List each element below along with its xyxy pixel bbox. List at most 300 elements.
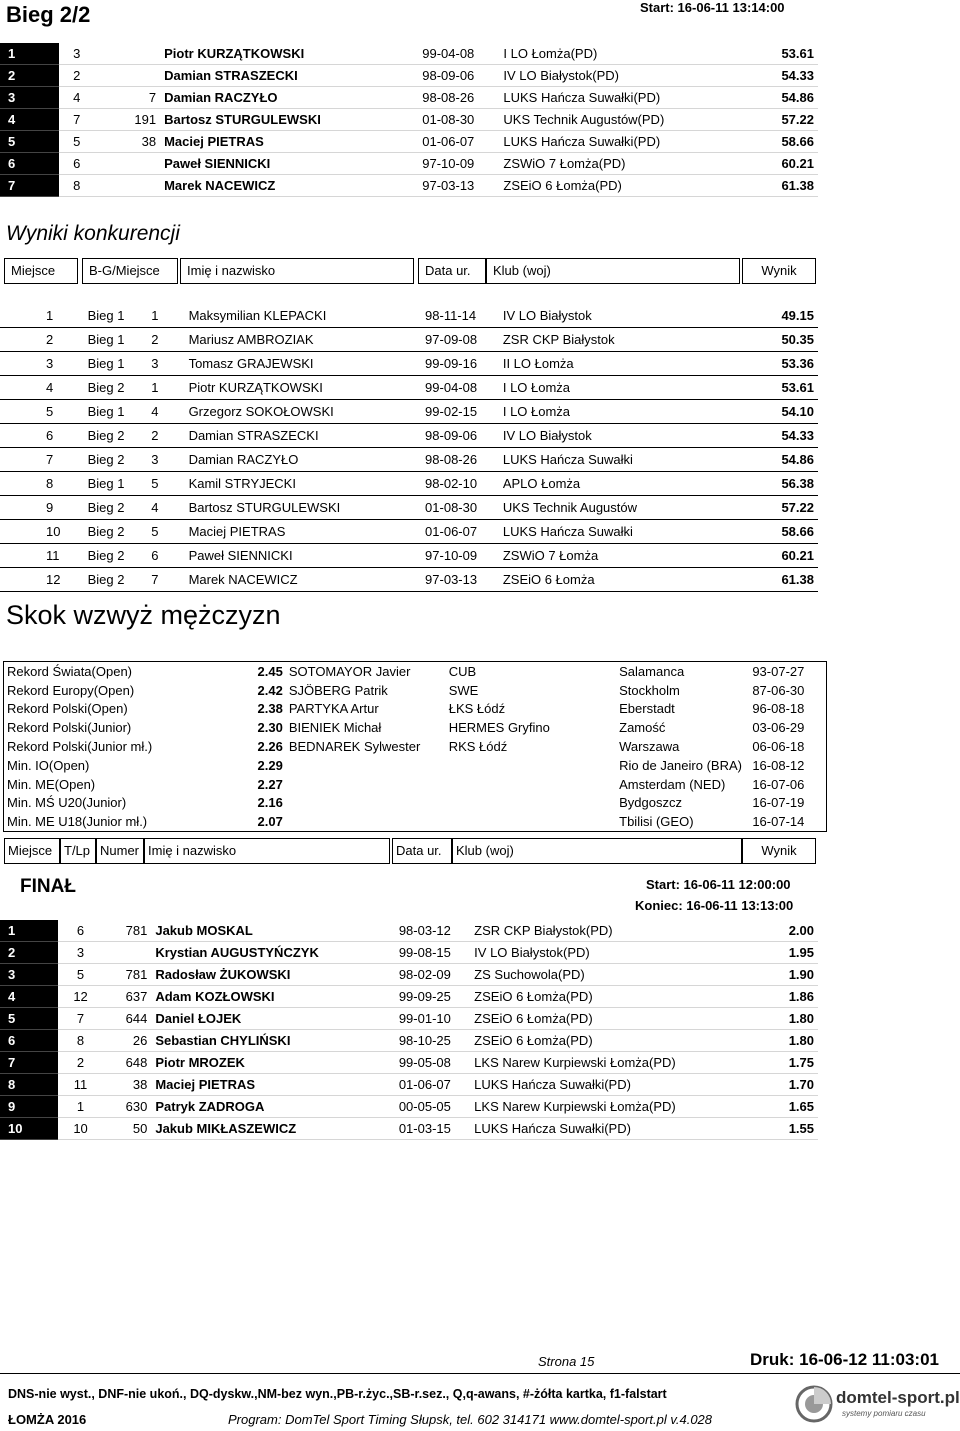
- final-col-header: Data ur.: [392, 838, 452, 864]
- final-col-header: Numer: [96, 838, 144, 864]
- record-holder: [286, 794, 446, 813]
- final-result: 1.65: [755, 1096, 818, 1118]
- footer-legend: DNS-nie wyst., DNF-nie ukoń., DQ-dyskw.,NM-bez wyn.,PB-r.życ.,SB-r.sez., Q,q-awans, #-żółta kartka, f1-falstart: [8, 1387, 667, 1401]
- final-start: Start: 16-06-11 12:00:00: [646, 877, 791, 892]
- konk-heat: Bieg 2: [84, 376, 148, 400]
- final-club: ZSEiO 6 Łomża(PD): [470, 1008, 755, 1030]
- final-place: 3: [0, 964, 58, 986]
- domtel-logo: [790, 1382, 960, 1428]
- record-name: Rekord Polski(Junior): [7, 720, 132, 736]
- konk-result: 60.21: [744, 544, 818, 568]
- konk-birth-date: 98-11-14: [421, 304, 499, 328]
- konk-heat: Bieg 2: [84, 496, 148, 520]
- final-club: LKS Narew Kurpiewski Łomża(PD): [470, 1052, 755, 1074]
- final-col-header: Klub (woj): [452, 838, 742, 864]
- konk-heat: Bieg 2: [84, 544, 148, 568]
- table-row: [0, 328, 818, 352]
- print-date: Druk: 16-06-12 11:03:01: [750, 1350, 940, 1369]
- table-row: [0, 496, 818, 520]
- heat-birth-date: 01-06-07: [398, 131, 499, 153]
- section-title-konkurencja: Wyniki konkurencji: [6, 222, 180, 245]
- konk-club: IV LO Białystok: [499, 304, 744, 328]
- record-holder: PARTYKA Artur: [288, 701, 379, 717]
- heat-start-time: Start: 16-06-11 13:14:00: [640, 0, 785, 15]
- final-birth-date: 99-08-15: [395, 942, 470, 964]
- konk-athlete-name: Damian RACZYŁO: [185, 448, 421, 472]
- konk-place: 2: [0, 328, 84, 352]
- final-birth-date: 98-10-25: [395, 1030, 470, 1052]
- record-club: HERMES Gryfino: [448, 720, 550, 736]
- heat-place: 2: [0, 65, 59, 87]
- record-place: Salamanca: [619, 663, 685, 679]
- record-name: Rekord Polski(Open): [7, 701, 128, 717]
- record-date: 16-07-06: [752, 776, 805, 792]
- heat-club: LUKS Hańcza Suwałki(PD): [499, 87, 756, 109]
- record-value: 2.30: [257, 720, 283, 736]
- record-holder: BEDNAREK Sylwester: [288, 739, 421, 755]
- konkurencja-table: [0, 304, 818, 592]
- final-bib: 38: [103, 1074, 152, 1096]
- record-place: Stockholm: [619, 682, 680, 698]
- konk-birth-date: 98-09-06: [421, 424, 499, 448]
- konk-place: 8: [0, 472, 84, 496]
- konk-athlete-name: Marek NACEWICZ: [185, 568, 421, 592]
- konk-heat-place: 7: [147, 568, 184, 592]
- konk-col-header: Imię i nazwisko: [180, 258, 414, 284]
- final-title: FINAŁ: [20, 876, 76, 897]
- heat-athlete-name: Bartosz STURGULEWSKI: [160, 109, 398, 131]
- konk-heat: Bieg 1: [84, 400, 148, 424]
- final-athlete-name: Adam KOZŁOWSKI: [151, 986, 394, 1008]
- final-end: Koniec: 16-06-11 13:13:00: [635, 898, 794, 913]
- table-row: [0, 544, 818, 568]
- record-row: [4, 812, 827, 831]
- final-athlete-name: Krystian AUGUSTYŃCZYK: [151, 942, 394, 964]
- final-results-table: [0, 920, 818, 1140]
- domtel-logo-icon: [794, 1384, 834, 1424]
- konk-club: II LO Łomża: [499, 352, 744, 376]
- konk-birth-date: 01-08-30: [421, 496, 499, 520]
- heat-bib: 7: [109, 87, 160, 109]
- final-club: LUKS Hańcza Suwałki(PD): [470, 1118, 755, 1140]
- final-col-header: T/Lp: [60, 838, 96, 864]
- final-club: IV LO Białystok(PD): [470, 942, 755, 964]
- final-birth-date: 01-03-15: [395, 1118, 470, 1140]
- final-place: 2: [0, 942, 58, 964]
- table-row: [0, 1008, 818, 1030]
- final-club: LUKS Hańcza Suwałki(PD): [470, 1074, 755, 1096]
- konk-heat-place: 3: [147, 448, 184, 472]
- heat-lane: 4: [59, 87, 109, 109]
- konk-place: 12: [0, 568, 84, 592]
- table-row: [0, 175, 818, 197]
- record-name: Min. ME(Open): [7, 776, 96, 792]
- record-value: 2.38: [257, 701, 283, 717]
- record-value: 2.29: [257, 757, 283, 773]
- final-athlete-name: Daniel ŁOJEK: [151, 1008, 394, 1030]
- konk-club: ZSWiO 7 Łomża: [499, 544, 744, 568]
- record-club: [446, 794, 616, 813]
- record-holder: [286, 812, 446, 831]
- konk-club: LUKS Hańcza Suwałki: [499, 448, 744, 472]
- heat-place: 4: [0, 109, 59, 131]
- record-holder: [286, 756, 446, 775]
- konk-place: 1: [0, 304, 84, 328]
- konk-heat: Bieg 2: [84, 568, 148, 592]
- final-place: 7: [0, 1052, 58, 1074]
- record-row: [4, 700, 827, 719]
- final-birth-date: 00-05-05: [395, 1096, 470, 1118]
- heat-athlete-name: Damian STRASZECKI: [160, 65, 398, 87]
- final-place: 6: [0, 1030, 58, 1052]
- heat-club: I LO Łomża(PD): [499, 43, 756, 65]
- final-bib: 630: [103, 1096, 152, 1118]
- heat-result: 53.61: [757, 43, 818, 65]
- record-value: 2.07: [257, 814, 283, 830]
- final-result: 2.00: [755, 920, 818, 942]
- konk-heat: Bieg 1: [84, 304, 148, 328]
- record-club: RKS Łódź: [448, 739, 508, 755]
- final-place: 9: [0, 1096, 58, 1118]
- final-athlete-name: Patryk ZADROGA: [151, 1096, 394, 1118]
- konk-birth-date: 99-09-16: [421, 352, 499, 376]
- record-row: [4, 794, 827, 813]
- record-name: Rekord Świata(Open): [7, 663, 132, 679]
- heat-result: 54.86: [757, 87, 818, 109]
- konk-result: 58.66: [744, 520, 818, 544]
- table-row: [0, 424, 818, 448]
- final-bib: [103, 942, 152, 964]
- table-row: [0, 304, 818, 328]
- konk-birth-date: 97-10-09: [421, 544, 499, 568]
- heat-result: 58.66: [757, 131, 818, 153]
- heat-result: 60.21: [757, 153, 818, 175]
- final-result: 1.95: [755, 942, 818, 964]
- table-row: [0, 986, 818, 1008]
- konk-heat-place: 1: [147, 304, 184, 328]
- konk-heat-place: 6: [147, 544, 184, 568]
- final-place: 10: [0, 1118, 58, 1140]
- heat-club: ZSEiO 6 Łomża(PD): [499, 175, 756, 197]
- konk-birth-date: 99-04-08: [421, 376, 499, 400]
- record-name: Min. MŚ U20(Junior): [7, 795, 127, 811]
- table-row: [0, 65, 818, 87]
- record-holder: SJÖBERG Patrik: [288, 682, 388, 698]
- heat-club: UKS Technik Augustów(PD): [499, 109, 756, 131]
- footer-place: ŁOMŻA 2016: [8, 1412, 87, 1427]
- final-club: ZSEiO 6 Łomża(PD): [470, 1030, 755, 1052]
- record-name: Min. ME U18(Junior mł.): [7, 814, 148, 830]
- konk-result: 53.61: [744, 376, 818, 400]
- konk-heat: Bieg 2: [84, 448, 148, 472]
- heat-birth-date: 99-04-08: [398, 43, 499, 65]
- record-value: 2.42: [257, 682, 283, 698]
- record-club: SWE: [448, 682, 479, 698]
- table-row: [0, 942, 818, 964]
- final-place: 8: [0, 1074, 58, 1096]
- heat-birth-date: 98-09-06: [398, 65, 499, 87]
- record-club: [446, 756, 616, 775]
- final-birth-date: 99-05-08: [395, 1052, 470, 1074]
- konk-result: 50.35: [744, 328, 818, 352]
- konk-heat-place: 3: [147, 352, 184, 376]
- table-row: [0, 153, 818, 175]
- final-birth-date: 01-06-07: [395, 1074, 470, 1096]
- record-row: [4, 718, 827, 737]
- record-date: 16-07-14: [752, 814, 805, 830]
- heat-lane: 8: [59, 175, 109, 197]
- final-bib: 644: [103, 1008, 152, 1030]
- record-place: Warszawa: [619, 739, 680, 755]
- final-athlete-name: Radosław ŻUKOWSKI: [151, 964, 394, 986]
- konk-col-header: Wynik: [742, 258, 816, 284]
- konk-col-header: Data ur.: [418, 258, 486, 284]
- konk-place: 9: [0, 496, 84, 520]
- konk-athlete-name: Damian STRASZECKI: [185, 424, 421, 448]
- heat-lane: 3: [59, 43, 109, 65]
- table-row: [0, 472, 818, 496]
- konk-col-header: Klub (woj): [486, 258, 740, 284]
- table-row: [0, 920, 818, 942]
- final-club: LKS Narew Kurpiewski Łomża(PD): [470, 1096, 755, 1118]
- konk-birth-date: 99-02-15: [421, 400, 499, 424]
- konk-heat: Bieg 1: [84, 328, 148, 352]
- konk-club: IV LO Białystok: [499, 424, 744, 448]
- heat-place: 6: [0, 153, 59, 175]
- konk-club: APLO Łomża: [499, 472, 744, 496]
- final-bib: 50: [103, 1118, 152, 1140]
- konk-birth-date: 98-02-10: [421, 472, 499, 496]
- table-row: [0, 400, 818, 424]
- konk-heat-place: 1: [147, 376, 184, 400]
- heat-place: 3: [0, 87, 59, 109]
- final-order: 1: [58, 1096, 102, 1118]
- konk-col-header: Miejsce: [4, 258, 78, 284]
- final-athlete-name: Sebastian CHYLIŃSKI: [151, 1030, 394, 1052]
- heat-lane: 2: [59, 65, 109, 87]
- domtel-logo-text: domtel-sport.pl: [836, 1388, 960, 1407]
- heat-place: 7: [0, 175, 59, 197]
- konk-athlete-name: Kamil STRYJECKI: [185, 472, 421, 496]
- record-value: 2.16: [257, 795, 283, 811]
- konk-club: UKS Technik Augustów: [499, 496, 744, 520]
- final-order: 3: [58, 942, 102, 964]
- table-row: [0, 87, 818, 109]
- konk-place: 6: [0, 424, 84, 448]
- konk-result: 53.36: [744, 352, 818, 376]
- final-order: 6: [58, 920, 102, 942]
- record-value: 2.27: [257, 776, 283, 792]
- konk-result: 54.10: [744, 400, 818, 424]
- record-value: 2.26: [257, 739, 283, 755]
- heat-birth-date: 97-03-13: [398, 175, 499, 197]
- record-row: [4, 775, 827, 794]
- final-place: 4: [0, 986, 58, 1008]
- konk-place: 5: [0, 400, 84, 424]
- table-row: [0, 131, 818, 153]
- heat-athlete-name: Maciej PIETRAS: [160, 131, 398, 153]
- final-result: 1.90: [755, 964, 818, 986]
- record-club: CUB: [448, 663, 477, 679]
- heat-lane: 6: [59, 153, 109, 175]
- final-place: 1: [0, 920, 58, 942]
- konk-place: 3: [0, 352, 84, 376]
- record-name: Rekord Europy(Open): [7, 682, 135, 698]
- konk-athlete-name: Piotr KURZĄTKOWSKI: [185, 376, 421, 400]
- final-col-header: Wynik: [742, 838, 816, 864]
- heat-result: 57.22: [757, 109, 818, 131]
- heat-place: 1: [0, 43, 59, 65]
- table-row: [0, 43, 818, 65]
- konk-result: 49.15: [744, 304, 818, 328]
- record-name: Min. IO(Open): [7, 757, 90, 773]
- heat-birth-date: 01-08-30: [398, 109, 499, 131]
- table-row: [0, 964, 818, 986]
- heat-bib: [109, 65, 160, 87]
- konk-athlete-name: Paweł SIENNICKI: [185, 544, 421, 568]
- konk-heat: Bieg 1: [84, 352, 148, 376]
- table-row: [0, 376, 818, 400]
- heat-athlete-name: Damian RACZYŁO: [160, 87, 398, 109]
- heat-club: IV LO Białystok(PD): [499, 65, 756, 87]
- record-place: Tbilisi (GEO): [619, 814, 694, 830]
- final-result: 1.80: [755, 1008, 818, 1030]
- final-result: 1.70: [755, 1074, 818, 1096]
- konk-club: ZSR CKP Białystok: [499, 328, 744, 352]
- domtel-logo-sub: systemy pomiaru czasu: [842, 1409, 926, 1418]
- konk-col-header: B-G/Miejsce: [82, 258, 178, 284]
- record-value: 2.45: [257, 663, 283, 679]
- record-place: Amsterdam (NED): [619, 776, 726, 792]
- final-order: 7: [58, 1008, 102, 1030]
- konk-athlete-name: Maksymilian KLEPACKI: [185, 304, 421, 328]
- final-club: ZSEiO 6 Łomża(PD): [470, 986, 755, 1008]
- heat-athlete-name: Paweł SIENNICKI: [160, 153, 398, 175]
- heat-bib: [109, 43, 160, 65]
- konk-heat-place: 5: [147, 520, 184, 544]
- konk-club: ZSEiO 6 Łomża: [499, 568, 744, 592]
- konk-athlete-name: Grzegorz SOKOŁOWSKI: [185, 400, 421, 424]
- konk-club: I LO Łomża: [499, 400, 744, 424]
- table-row: [0, 448, 818, 472]
- konk-birth-date: 97-09-08: [421, 328, 499, 352]
- final-birth-date: 98-03-12: [395, 920, 470, 942]
- konk-heat: Bieg 2: [84, 424, 148, 448]
- final-order: 2: [58, 1052, 102, 1074]
- final-col-header: Imię i nazwisko: [144, 838, 390, 864]
- record-place: Eberstadt: [619, 701, 675, 717]
- table-row: [0, 1074, 818, 1096]
- konk-place: 7: [0, 448, 84, 472]
- final-order: 5: [58, 964, 102, 986]
- konk-athlete-name: Maciej PIETRAS: [185, 520, 421, 544]
- konk-place: 10: [0, 520, 84, 544]
- konk-athlete-name: Mariusz AMBROZIAK: [185, 328, 421, 352]
- konk-result: 54.33: [744, 424, 818, 448]
- konk-birth-date: 98-08-26: [421, 448, 499, 472]
- konk-birth-date: 97-03-13: [421, 568, 499, 592]
- konk-result: 56.38: [744, 472, 818, 496]
- final-athlete-name: Jakub MIKŁASZEWICZ: [151, 1118, 394, 1140]
- record-place: Rio de Janeiro (BRA): [619, 757, 742, 773]
- konk-club: LUKS Hańcza Suwałki: [499, 520, 744, 544]
- final-result: 1.86: [755, 986, 818, 1008]
- record-place: Bydgoszcz: [619, 795, 683, 811]
- final-col-header: Miejsce: [4, 838, 60, 864]
- final-birth-date: 99-01-10: [395, 1008, 470, 1030]
- heat-bib: [109, 175, 160, 197]
- record-row: [4, 681, 827, 700]
- final-bib: 26: [103, 1030, 152, 1052]
- heat-place: 5: [0, 131, 59, 153]
- table-row: [0, 568, 818, 592]
- konk-place: 4: [0, 376, 84, 400]
- konk-result: 61.38: [744, 568, 818, 592]
- heat-title: Bieg 2/2: [6, 2, 91, 27]
- konk-birth-date: 01-06-07: [421, 520, 499, 544]
- record-row: [4, 662, 827, 681]
- final-order: 10: [58, 1118, 102, 1140]
- heat-club: LUKS Hańcza Suwałki(PD): [499, 131, 756, 153]
- record-date: 87-06-30: [752, 682, 805, 698]
- record-date: 96-08-18: [752, 701, 805, 717]
- heat-lane: 7: [59, 109, 109, 131]
- final-result: 1.55: [755, 1118, 818, 1140]
- heat-bib: [109, 153, 160, 175]
- final-bib: 781: [103, 920, 152, 942]
- record-row: [4, 756, 827, 775]
- konk-heat-place: 4: [147, 400, 184, 424]
- heat-birth-date: 97-10-09: [398, 153, 499, 175]
- konk-heat-place: 4: [147, 496, 184, 520]
- page-number: Strona 15: [538, 1354, 595, 1369]
- footer-divider: [0, 1373, 960, 1374]
- heat-club: ZSWiO 7 Łomża(PD): [499, 153, 756, 175]
- record-row: [4, 737, 827, 756]
- final-bib: 637: [103, 986, 152, 1008]
- table-row: [0, 520, 818, 544]
- record-name: Rekord Polski(Junior mł.): [7, 739, 153, 755]
- record-place: Zamość: [619, 720, 666, 736]
- footer-program: Program: DomTel Sport Timing Słupsk, tel. 602 314171 www.domtel-sport.pl v.4.028: [228, 1412, 713, 1427]
- heat-result: 61.38: [757, 175, 818, 197]
- record-holder: BIENIEK Michał: [288, 720, 382, 736]
- konk-athlete-name: Bartosz STURGULEWSKI: [185, 496, 421, 520]
- final-place: 5: [0, 1008, 58, 1030]
- heat-birth-date: 98-08-26: [398, 87, 499, 109]
- konk-place: 11: [0, 544, 84, 568]
- heat-athlete-name: Piotr KURZĄTKOWSKI: [160, 43, 398, 65]
- konk-result: 54.86: [744, 448, 818, 472]
- final-order: 12: [58, 986, 102, 1008]
- record-club: ŁKS Łódź: [448, 701, 506, 717]
- table-row: [0, 1052, 818, 1074]
- konk-heat: Bieg 1: [84, 472, 148, 496]
- record-club: [446, 775, 616, 794]
- table-row: [0, 1118, 818, 1140]
- konk-heat-place: 2: [147, 424, 184, 448]
- record-club: [446, 812, 616, 831]
- final-order: 8: [58, 1030, 102, 1052]
- record-holder: [286, 775, 446, 794]
- final-athlete-name: Jakub MOSKAL: [151, 920, 394, 942]
- heat-bib: 38: [109, 131, 160, 153]
- konk-heat-place: 5: [147, 472, 184, 496]
- final-bib: 781: [103, 964, 152, 986]
- heat-bib: 191: [109, 109, 160, 131]
- heat-result: 54.33: [757, 65, 818, 87]
- heat-lane: 5: [59, 131, 109, 153]
